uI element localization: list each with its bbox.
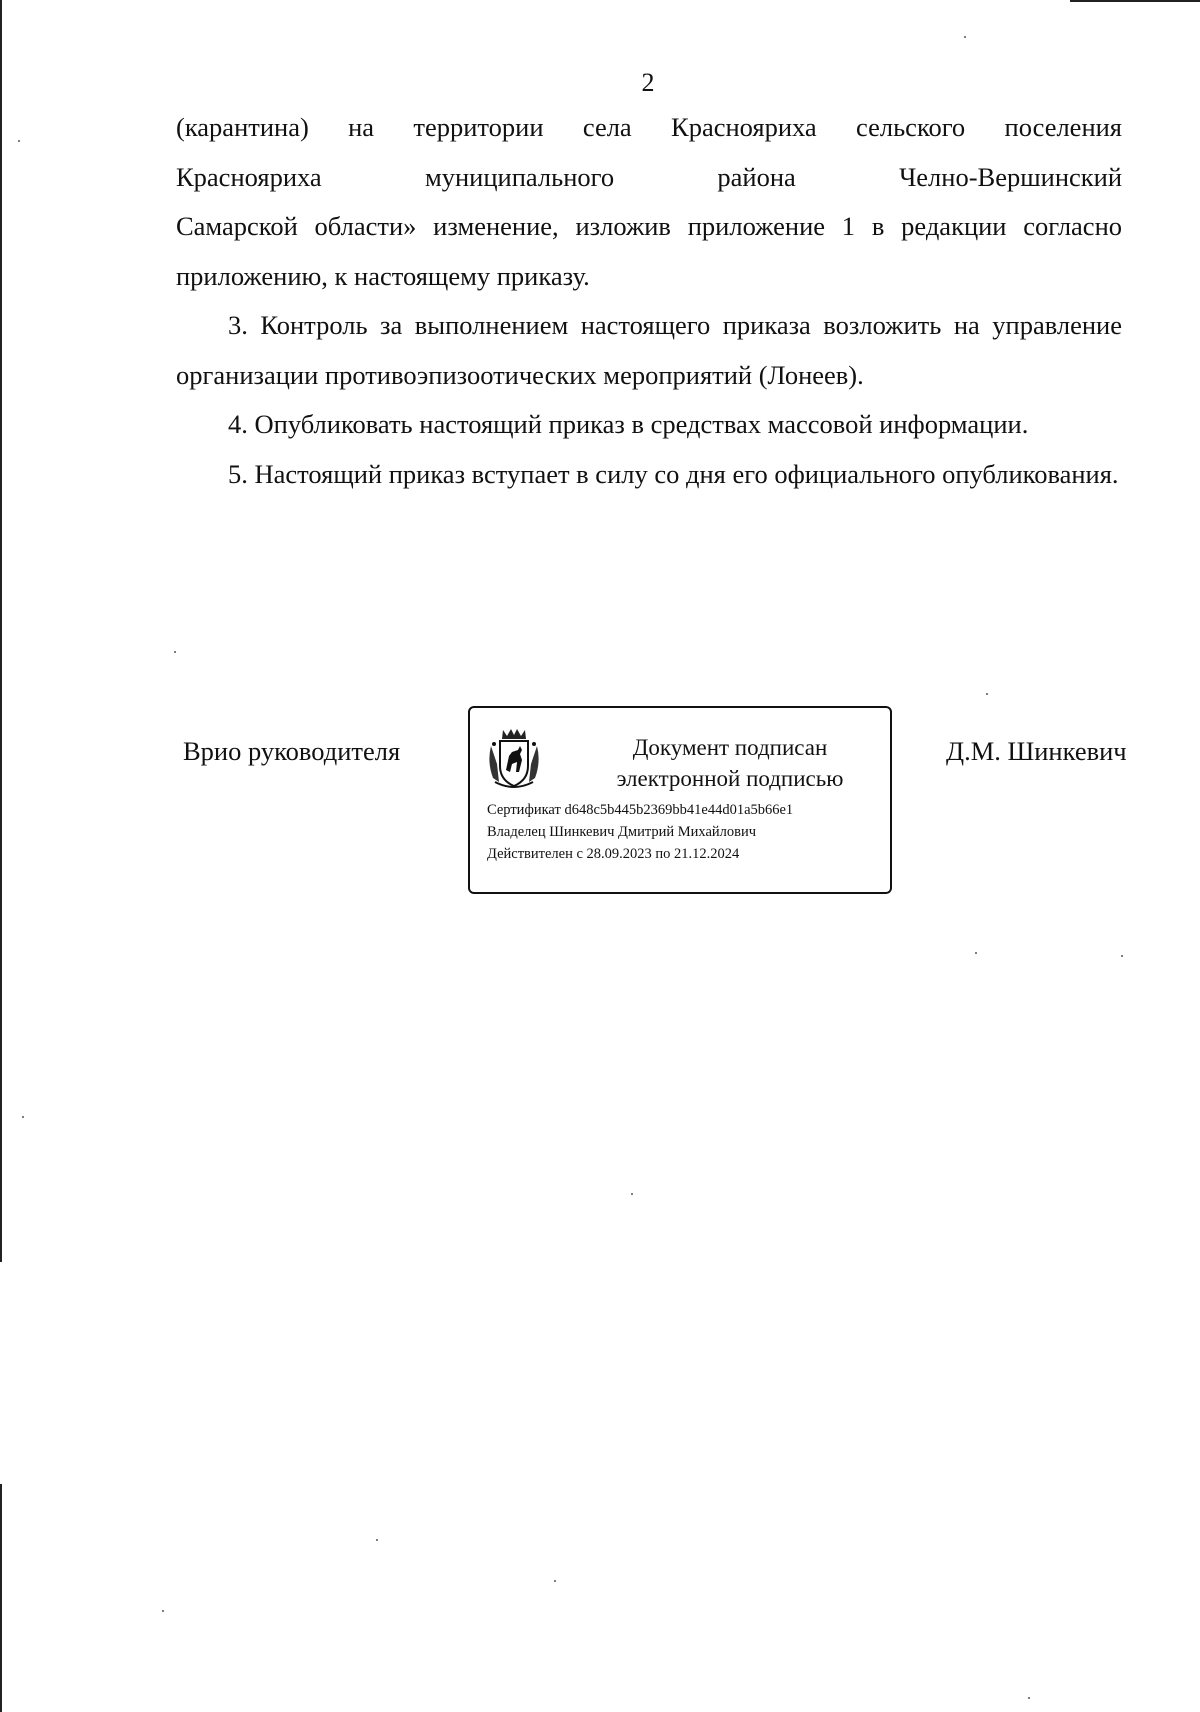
electronic-signature-stamp (468, 706, 892, 894)
scan-speck (174, 651, 176, 653)
paragraph-3: 3. Контроль за выполнением настоящего приказа возложить на управление организации противоэпизоотических мероприятий (Лонеев). (176, 310, 1122, 390)
signatory-position: Врио руководителя (183, 736, 401, 766)
scan-edge-left (0, 0, 2, 1262)
scan-speck (554, 1580, 556, 1582)
signatory-name: Д.М. Шинкевич (946, 736, 1127, 766)
scan-speck (975, 952, 977, 954)
page-number: 2 (641, 68, 655, 97)
scan-speck (1121, 955, 1123, 957)
stamp-title-line-1: Документ подписан (632, 735, 828, 760)
scan-speck (986, 693, 988, 695)
scan-speck (162, 1610, 164, 1612)
scan-edge-top-right (1070, 0, 1200, 2)
paragraph-2-line-2: Краснояриха муниципального района Челно-Вершинский (176, 161, 1122, 192)
scan-edge-left-lower (0, 1484, 2, 1712)
scan-speck (18, 140, 20, 142)
paragraph-2-rest: Самарской области» изменение, изложив приложение 1 в редакции согласно приложению, к настоящему приказу. (176, 211, 1122, 291)
scan-speck (964, 36, 966, 38)
stamp-title (590, 732, 870, 794)
body-text (176, 103, 1122, 499)
stamp-certificate: Сертификат d648c5b445b2369bb41e44d01a5b66e1 (487, 802, 794, 818)
scan-speck (631, 1193, 633, 1195)
paragraph-5: 5. Настоящий приказ вступает в силу со дня его официального опубликования. (228, 458, 1119, 489)
paragraph-4: 4. Опубликовать настоящий приказ в средствах массовой информации. (228, 409, 1029, 439)
stamp-title-line-2: электронной подписью (616, 766, 844, 791)
stamp-owner: Владелец Шинкевич Дмитрий Михайлович (487, 824, 757, 840)
paragraph-2-line-1: (карантина) на территории села Краснояриха сельского поселения (176, 112, 1122, 142)
scan-speck (1028, 1697, 1030, 1699)
stamp-validity: Действителен с 28.09.2023 по 21.12.2024 (487, 846, 740, 862)
scan-speck (22, 1116, 24, 1118)
scan-speck (376, 1539, 378, 1541)
coat-of-arms-icon (485, 726, 543, 790)
